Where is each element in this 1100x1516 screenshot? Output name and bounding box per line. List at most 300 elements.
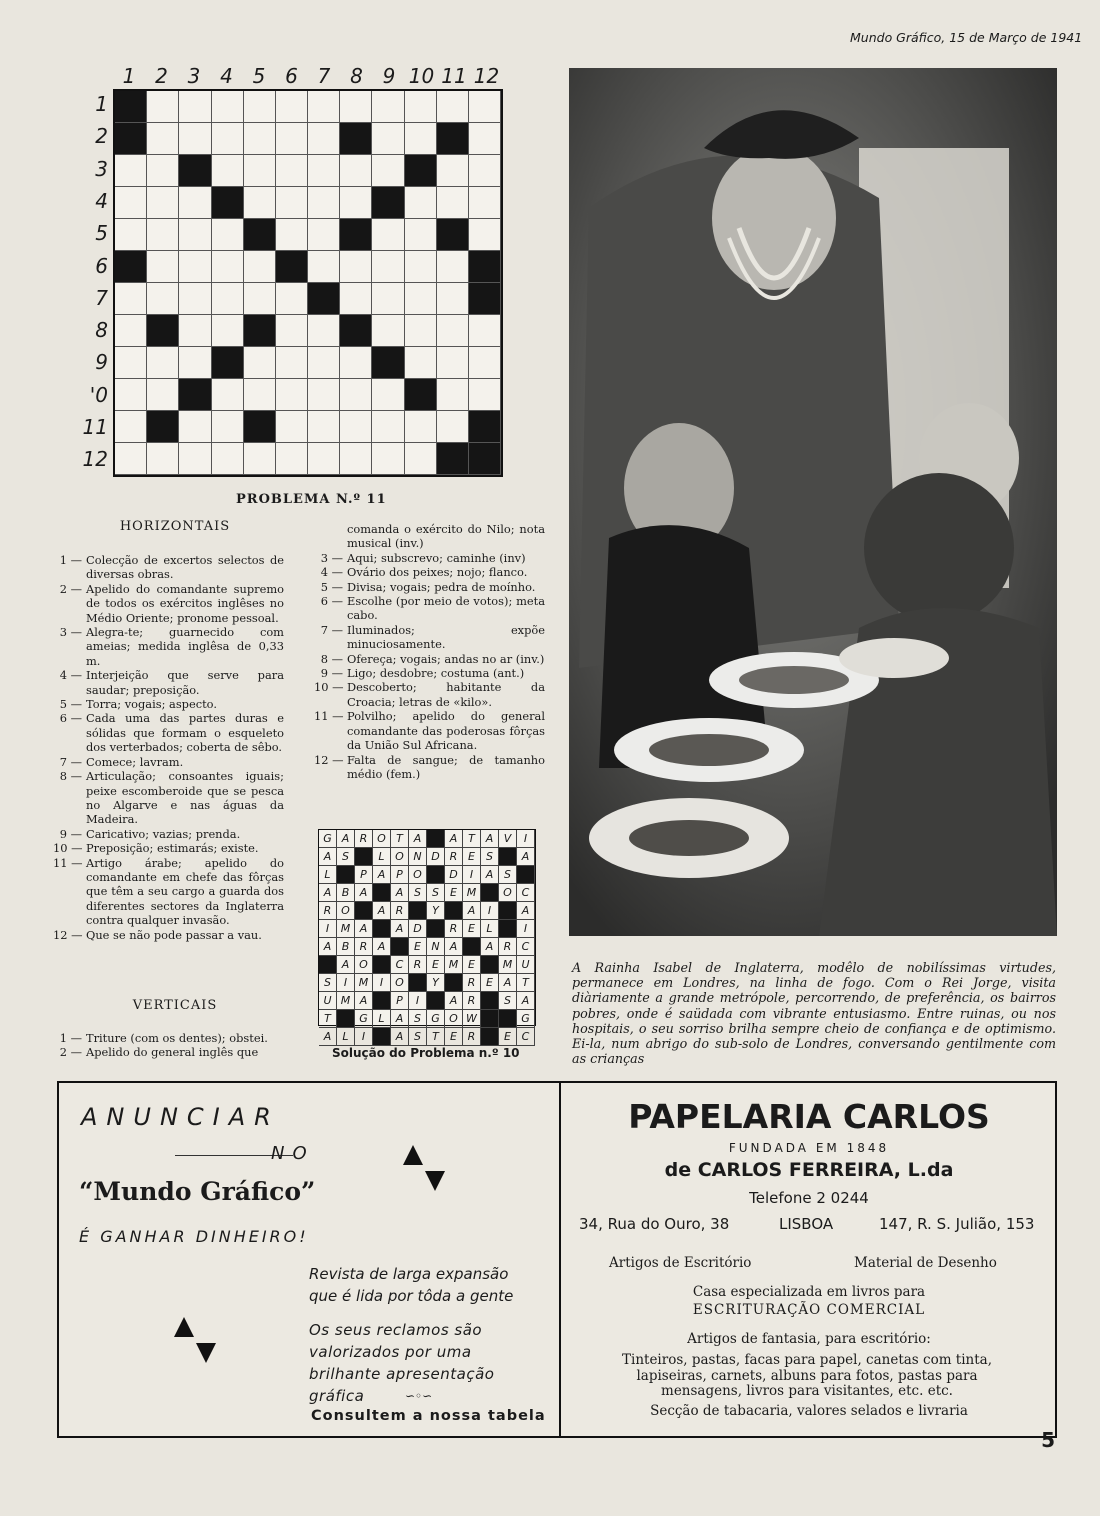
crossword-cell	[405, 187, 437, 219]
clue-number: 11 —	[314, 709, 344, 724]
solution-cell-black	[373, 920, 391, 938]
solution-cell: O	[337, 902, 355, 920]
solution-grid	[318, 829, 536, 1043]
page-number: 5	[1041, 1428, 1055, 1452]
solution-cell-black	[355, 848, 373, 866]
crossword-cell	[179, 155, 211, 187]
solution-cell-black	[517, 866, 535, 884]
crossword-cell	[212, 283, 244, 315]
row-number: 2	[95, 124, 108, 149]
solution-caption: Solução do Problema n.º 10	[332, 1046, 520, 1060]
clue-item	[53, 553, 284, 582]
crossword-cell	[469, 91, 501, 123]
crossword-cell	[469, 283, 501, 315]
clue-number: 2 —	[59, 1045, 82, 1060]
crossword-cell	[115, 155, 147, 187]
solution-cell: L	[481, 920, 499, 938]
crossword-cell	[147, 123, 179, 155]
crossword-cell	[372, 347, 404, 379]
solution-cell-black	[427, 992, 445, 1010]
solution-cell: V	[499, 830, 517, 848]
clue-item	[314, 652, 545, 666]
crossword-cell	[147, 443, 179, 475]
crossword-cell	[212, 187, 244, 219]
clue-item	[53, 1031, 284, 1045]
solution-cell: I	[517, 920, 535, 938]
solution-cell: A	[373, 938, 391, 956]
clue-item	[53, 856, 284, 928]
clue-number: 1 —	[59, 553, 82, 567]
crossword-cell	[340, 219, 372, 251]
solution-cell: M	[337, 992, 355, 1010]
crossword-cell	[179, 219, 211, 251]
solution-cell: I	[409, 992, 427, 1010]
solution-cell: E	[463, 956, 481, 974]
clue-number: 11 —	[53, 855, 83, 870]
crossword-cell	[179, 251, 211, 283]
solution-cell: W	[463, 1010, 481, 1028]
crossword-cell	[405, 219, 437, 251]
solution-cell-black	[337, 866, 355, 884]
clue-text: Triture (com os dentes); obstei.	[86, 1031, 268, 1045]
solution-cell: A	[445, 938, 463, 956]
clue-item	[314, 594, 545, 623]
crossword-cell	[405, 91, 437, 123]
running-head: Mundo Gráfico, 15 de Março de 1941	[850, 30, 1083, 45]
clue-number: 10 —	[53, 841, 83, 856]
solution-cell: E	[445, 1028, 463, 1046]
clue-item	[314, 580, 545, 594]
clue-text: Cada uma das partes duras e sólidas que formam o esqueleto dos verterbados; coberta de sêbo.	[86, 711, 284, 755]
solution-cell: D	[427, 848, 445, 866]
solution-cell: A	[481, 830, 499, 848]
solution-cell: C	[391, 956, 409, 974]
crossword-cell	[147, 91, 179, 123]
column-number: 7	[317, 64, 331, 88]
solution-cell: M	[463, 884, 481, 902]
horizontais-heading: HORIZONTAIS	[119, 519, 231, 534]
crossword-cell	[437, 251, 469, 283]
crossword-cell	[405, 411, 437, 443]
solution-cell: Y	[427, 974, 445, 992]
clue-text: Que se não pode passar a vau.	[86, 927, 262, 942]
crossword-cell	[372, 187, 404, 219]
solution-cell: A	[319, 938, 337, 956]
clue-text: Preposição; estimarás; existe.	[86, 841, 259, 856]
solution-cell-black	[499, 902, 517, 920]
clue-number: 12 —	[53, 927, 83, 942]
solution-cell: R	[463, 974, 481, 992]
clue-text: Ofereça; vogais; andas no ar (inv.)	[347, 651, 545, 666]
clue-number: 4 —	[59, 668, 82, 683]
crossword-cell	[212, 155, 244, 187]
row-number: '0	[89, 382, 108, 407]
solution-cell: R	[355, 830, 373, 848]
solution-cell: P	[391, 992, 409, 1010]
crossword-cell	[308, 315, 340, 347]
clue-number: 8 —	[320, 651, 343, 666]
solution-cell: I	[319, 920, 337, 938]
solution-cell: C	[517, 938, 535, 956]
crossword-cell	[437, 219, 469, 251]
crossword-cell	[115, 379, 147, 411]
solution-cell-black	[481, 1028, 499, 1046]
verticais-continuation: comanda o exército do Nilo; nota musical (inv.)	[347, 522, 545, 551]
crossword-cell	[405, 283, 437, 315]
clue-item	[53, 697, 284, 711]
crossword-cell	[437, 411, 469, 443]
crossword-cell	[437, 155, 469, 187]
crossword-cell	[340, 411, 372, 443]
solution-cell: E	[463, 920, 481, 938]
solution-cell: G	[319, 830, 337, 848]
clue-text: Ovário dos peixes; nojo; flanco.	[347, 565, 528, 580]
clue-item	[53, 841, 284, 855]
crossword-cell	[372, 251, 404, 283]
crossword-cell	[276, 379, 308, 411]
crossword-cell	[372, 411, 404, 443]
crossword-cell	[212, 315, 244, 347]
crossword-cell	[372, 315, 404, 347]
solution-cell: O	[355, 956, 373, 974]
solution-cell: S	[499, 992, 517, 1010]
photo-illustration	[569, 68, 1057, 936]
solution-cell: P	[355, 866, 373, 884]
solution-cell: O	[445, 1010, 463, 1028]
row-number: 8	[95, 318, 108, 343]
crossword-cell	[147, 251, 179, 283]
crossword-cell	[469, 379, 501, 411]
solution-cell-black	[355, 902, 373, 920]
clue-number: 7 —	[59, 754, 82, 769]
crossword-cell	[147, 379, 179, 411]
clue-text: Artigo árabe; apelido do comandante em chefe das fôrças que têm a seu cargo a guarda dos diferentes sectores da Inglaterra contra qualquer invasão.	[86, 855, 284, 928]
crossword-cell	[372, 155, 404, 187]
crossword-cell	[405, 251, 437, 283]
solution-cell: T	[427, 1028, 445, 1046]
crossword-cell	[437, 91, 469, 123]
crossword-cell	[115, 123, 147, 155]
crossword-cell	[212, 219, 244, 251]
papelaria-founded: FUNDADA EM 1848	[728, 1141, 890, 1155]
row-number: 9	[95, 350, 108, 375]
column-number: 3	[187, 64, 201, 88]
crossword-cell	[276, 123, 308, 155]
papelaria-owner: de CARLOS FERREIRA, L.da	[664, 1159, 954, 1181]
solution-cell: A	[463, 902, 481, 920]
crossword-cell	[372, 219, 404, 251]
crossword-cell	[469, 315, 501, 347]
clue-item	[53, 755, 284, 769]
solution-cell: M	[337, 920, 355, 938]
solution-cell: A	[355, 884, 373, 902]
crossword-cell	[372, 283, 404, 315]
clue-item	[53, 827, 284, 841]
triangles-icon	[403, 1145, 447, 1191]
solution-cell: A	[445, 830, 463, 848]
solution-cell: S	[409, 1028, 427, 1046]
solution-cell: R	[445, 848, 463, 866]
solution-cell-black	[499, 920, 517, 938]
crossword-cell	[147, 219, 179, 251]
solution-cell: T	[463, 830, 481, 848]
crossword-cell	[276, 219, 308, 251]
papelaria-city: LISBOA	[779, 1215, 834, 1233]
crossword-cell	[115, 283, 147, 315]
solution-cell-black	[409, 902, 427, 920]
crossword-cell	[469, 123, 501, 155]
clue-item	[314, 666, 545, 680]
solution-cell: A	[409, 830, 427, 848]
crossword-cell	[276, 187, 308, 219]
clue-item	[53, 711, 284, 754]
clue-number: 6 —	[320, 594, 343, 609]
solution-cell: T	[319, 1010, 337, 1028]
crossword-cell	[437, 347, 469, 379]
crossword-cell	[244, 91, 276, 123]
crossword-cell	[179, 347, 211, 379]
crossword-cell	[340, 283, 372, 315]
solution-cell: R	[319, 902, 337, 920]
crossword-cell	[308, 379, 340, 411]
solution-cell: L	[373, 848, 391, 866]
crossword-cell	[179, 123, 211, 155]
solution-cell: G	[517, 1010, 535, 1028]
crossword-cell	[244, 187, 276, 219]
solution-cell: A	[499, 974, 517, 992]
solution-cell: U	[517, 956, 535, 974]
ad-expansao-text: Revista de larga expansão que é lida por tôda a gente	[309, 1265, 514, 1305]
clue-text: Caricativo; vazias; prenda.	[86, 826, 241, 841]
crossword-cell	[405, 379, 437, 411]
solution-cell: L	[337, 1028, 355, 1046]
crossword-cell	[244, 251, 276, 283]
solution-cell-black	[463, 938, 481, 956]
papelaria-specialty-1: Casa especializada em livros para	[692, 1284, 926, 1300]
clue-item	[314, 623, 545, 652]
clue-text: Alegra-te; guarnecido com ameias; medida inglêsa de 0,33 m.	[86, 625, 284, 668]
crossword-cell	[469, 187, 501, 219]
solution-cell: A	[355, 992, 373, 1010]
solution-cell: C	[517, 1028, 535, 1046]
photo-queen-with-children	[569, 68, 1057, 936]
clue-text: Polvilho; apelido do general comandante das poderosas fôrças da União Sul Africana.	[347, 709, 545, 753]
papelaria-address-2: 147, R. S. Julião, 153	[879, 1215, 1035, 1233]
solution-cell: E	[427, 956, 445, 974]
crossword-cell	[340, 347, 372, 379]
column-number: 8	[350, 64, 363, 88]
crossword-cell	[244, 379, 276, 411]
crossword-cell	[469, 155, 501, 187]
solution-cell: A	[391, 884, 409, 902]
verticais-heading: VERTICAIS	[132, 998, 218, 1013]
papelaria-specialty-2: ESCRITURAÇÃO COMERCIAL	[692, 1302, 926, 1318]
clue-text: Colecção de excertos selectos de diversas obras.	[86, 553, 284, 582]
crossword-cell	[340, 379, 372, 411]
solution-cell: I	[517, 830, 535, 848]
solution-cell: A	[391, 1010, 409, 1028]
clue-text: Apelido do comandante supremo de todos os exércitos inglêses no Médio Oriente; pronome pessoal.	[86, 581, 284, 625]
solution-cell-black	[427, 920, 445, 938]
solution-cell: A	[517, 902, 535, 920]
solution-cell: A	[373, 866, 391, 884]
crossword-cell	[115, 219, 147, 251]
solution-cell: O	[391, 848, 409, 866]
solution-cell-black	[481, 884, 499, 902]
crossword-cell	[340, 251, 372, 283]
clue-text: Iluminados; expõe minuciosamente.	[347, 622, 545, 652]
crossword-cell	[115, 411, 147, 443]
solution-cell: D	[409, 920, 427, 938]
clue-number: 3 —	[320, 550, 343, 565]
papelaria-tabacaria: Secção de tabacaria, valores selados e livraria	[650, 1403, 968, 1419]
crossword-cell	[276, 443, 308, 475]
solution-cell: M	[445, 956, 463, 974]
solution-cell: S	[499, 866, 517, 884]
row-number: 1	[95, 92, 108, 116]
crossword-cell	[115, 347, 147, 379]
solution-cell-black	[445, 974, 463, 992]
ad-mundo-grafico-title: “Mundo Gráfico”	[79, 1177, 316, 1206]
crossword-cell	[179, 443, 211, 475]
ad-ganhar-dinheiro: É GANHAR DINHEIRO!	[79, 1227, 309, 1246]
clue-item	[53, 625, 284, 668]
clue-number: 3 —	[59, 625, 82, 640]
column-number: 2	[155, 64, 168, 88]
crossword-cell	[308, 347, 340, 379]
solution-cell: T	[517, 974, 535, 992]
crossword-cell	[308, 91, 340, 123]
column-number: 11	[441, 64, 467, 88]
clue-number: 5 —	[59, 697, 82, 712]
clue-text: Apelido do general inglês que	[86, 1045, 259, 1060]
crossword-cell	[405, 315, 437, 347]
clue-item	[314, 551, 545, 565]
solution-cell: E	[499, 1028, 517, 1046]
solution-cell: E	[409, 938, 427, 956]
crossword-cell	[308, 411, 340, 443]
crossword-cell	[179, 283, 211, 315]
crossword-cell	[308, 251, 340, 283]
solution-cell-black	[409, 974, 427, 992]
crossword-cell	[244, 283, 276, 315]
crossword-cell	[405, 123, 437, 155]
solution-cell: Y	[427, 902, 445, 920]
solution-cell: S	[409, 884, 427, 902]
crossword-cell	[340, 123, 372, 155]
crossword-cell	[469, 251, 501, 283]
clue-text: Interjeição que serve para saudar; preposição.	[86, 668, 284, 697]
clue-number: 10 —	[314, 680, 344, 695]
horizontais-clues	[53, 553, 284, 942]
solution-cell: I	[373, 974, 391, 992]
clue-number: 12 —	[314, 752, 344, 767]
photo-caption: A Rainha Isabel de Inglaterra, modêlo de nobilíssimas virtudes, permanece em Londres, na linha de fogo. Com o Rei Jorge, visita diàriamente a grande metrópole, percorrendo, de preferência, os bairros pobres, onde é saüdada com vibrante entusiasmo. Entre ruinas, ou nos hospitais, o seu sorriso brilha sempre cheio de confiança e de optimismo. Ei-la, num abrigo do sub-solo de Londres, conversando gentilmente com as crianças	[572, 960, 1056, 1067]
row-number: 12	[82, 447, 108, 472]
column-number: 10	[408, 64, 435, 88]
clue-item	[314, 680, 545, 709]
clue-number: 9 —	[320, 666, 343, 681]
crossword-cell	[340, 443, 372, 475]
solution-cell: B	[337, 938, 355, 956]
crossword-cell	[212, 123, 244, 155]
crossword-cell	[405, 155, 437, 187]
crossword-cell	[469, 411, 501, 443]
solution-cell: E	[445, 884, 463, 902]
crossword-cell	[115, 251, 147, 283]
solution-cell: A	[517, 848, 535, 866]
crossword-cell	[308, 155, 340, 187]
solution-cell: E	[481, 974, 499, 992]
clue-item	[53, 582, 284, 625]
solution-cell: S	[481, 848, 499, 866]
solution-cell: G	[355, 1010, 373, 1028]
solution-cell: A	[391, 920, 409, 938]
solution-cell: M	[355, 974, 373, 992]
crossword-cell	[469, 219, 501, 251]
crossword-cell	[308, 283, 340, 315]
solution-cell-black	[481, 1010, 499, 1028]
clue-number: 6 —	[59, 711, 82, 726]
crossword-cell	[276, 251, 308, 283]
crossword-cell	[437, 379, 469, 411]
clue-item	[314, 709, 545, 752]
clue-item	[314, 753, 545, 782]
column-number: 5	[252, 64, 266, 88]
column-number: 6	[285, 64, 298, 88]
column-number: 9	[382, 64, 396, 88]
solution-cell: R	[463, 992, 481, 1010]
crossword-cell	[244, 123, 276, 155]
crossword-cell	[212, 411, 244, 443]
advertisements-box	[57, 1081, 1057, 1438]
crossword-cell	[212, 251, 244, 283]
solution-cell: O	[499, 884, 517, 902]
solution-cell: R	[463, 1028, 481, 1046]
solution-cell: E	[463, 848, 481, 866]
solution-cell-black	[427, 866, 445, 884]
crossword-cell	[437, 283, 469, 315]
clue-item	[53, 1045, 284, 1059]
verticais-clues-col1	[53, 1031, 284, 1060]
solution-cell: I	[481, 902, 499, 920]
crossword-cell	[469, 443, 501, 475]
solution-cell-black	[445, 902, 463, 920]
crossword-cell	[308, 443, 340, 475]
solution-cell: P	[391, 866, 409, 884]
crossword-cell	[308, 219, 340, 251]
row-number: 5	[95, 221, 108, 246]
solution-cell-black	[499, 1010, 517, 1028]
solution-cell-black	[373, 884, 391, 902]
ad-reclamos-text: Os seus reclamos são valorizados por uma brilhante apresentação gráfica	[309, 1321, 495, 1405]
solution-cell: A	[319, 1028, 337, 1046]
crossword-cell	[244, 155, 276, 187]
solution-cell: A	[481, 866, 499, 884]
clue-number: 2 —	[59, 581, 82, 596]
clue-text: Descoberto; habitante da Croacia; letras de «kilo».	[347, 680, 545, 709]
solution-cell: B	[337, 884, 355, 902]
papelaria-items-list: Tinteiros, pastas, facas para papel, canetas com tinta, lapiseiras, carnets, albuns para fotos, pastas para mensagens, livros para visitantes, etc. etc.	[622, 1352, 992, 1399]
triangles-icon	[174, 1317, 218, 1363]
crossword-cell	[179, 315, 211, 347]
ad-no: NO	[271, 1143, 315, 1164]
crossword-cell	[276, 347, 308, 379]
crossword-cell	[372, 379, 404, 411]
solution-cell: U	[319, 992, 337, 1010]
papelaria-address-1: 34, Rua do Ouro, 38	[579, 1215, 730, 1233]
solution-cell: A	[373, 902, 391, 920]
